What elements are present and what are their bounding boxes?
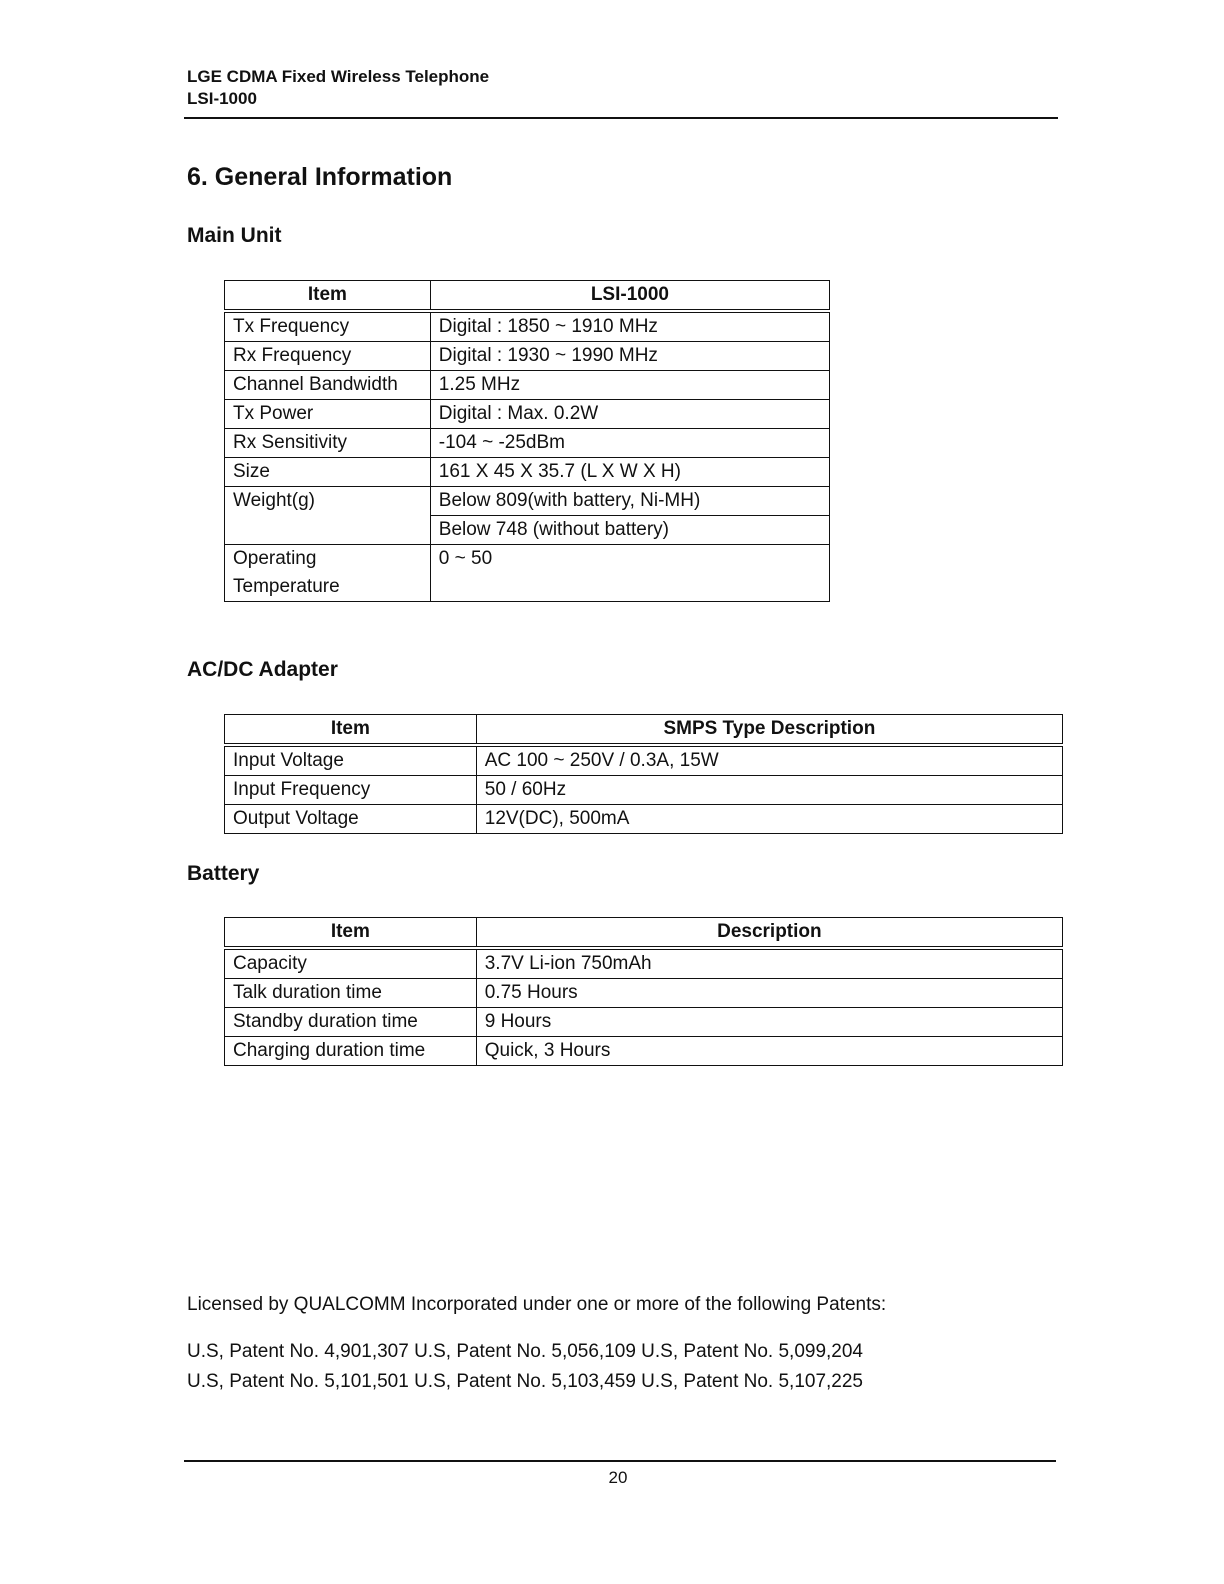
row-value: Below 748 (without battery) (430, 516, 829, 545)
column-header-description: SMPS Type Description (476, 715, 1062, 746)
column-header-model: LSI-1000 (430, 281, 829, 312)
row-item: Weight(g) (225, 487, 431, 545)
table-row (225, 458, 830, 487)
table-row (225, 805, 1063, 834)
table-row (225, 979, 1063, 1008)
row-item: Standby duration time (225, 1008, 477, 1037)
table-header-row (225, 715, 1063, 746)
table-header-row (225, 281, 830, 312)
column-header-item: Item (225, 918, 477, 949)
row-item: Rx Frequency (225, 342, 431, 371)
page-number: 20 (608, 1468, 628, 1487)
row-item-line: Temperature (233, 576, 340, 597)
table-header-row (225, 918, 1063, 949)
table-row (225, 745, 1063, 776)
header-rule (184, 117, 1058, 119)
adapter-heading: AC/DC Adapter (187, 658, 338, 681)
main-unit-heading: Main Unit (187, 224, 282, 247)
header-model: LSI-1000 (187, 89, 257, 108)
row-item: Input Voltage (225, 745, 477, 776)
row-item (225, 545, 431, 602)
table-row (225, 948, 1063, 979)
row-item: Size (225, 458, 431, 487)
table-row (225, 311, 830, 342)
table-row (225, 400, 830, 429)
document-header (187, 66, 489, 110)
row-item: Charging duration time (225, 1037, 477, 1066)
row-value: 3.7V Li-ion 750mAh (476, 948, 1062, 979)
row-value: 161 X 45 X 35.7 (L X W X H) (430, 458, 829, 487)
table-row (225, 776, 1063, 805)
table-row (225, 342, 830, 371)
table-row (225, 371, 830, 400)
row-value: Quick, 3 Hours (476, 1037, 1062, 1066)
table-row (225, 1037, 1063, 1066)
row-value: 50 / 60Hz (476, 776, 1062, 805)
adapter-table (224, 714, 1063, 834)
row-value: Digital : Max. 0.2W (430, 400, 829, 429)
row-value: 1.25 MHz (430, 371, 829, 400)
row-item: Output Voltage (225, 805, 477, 834)
row-item: Capacity (225, 948, 477, 979)
patent-list-line: U.S, Patent No. 4,901,307 U.S, Patent No. 5,056,109 U.S, Patent No. 5,099,204 (187, 1341, 863, 1362)
patent-list-line: U.S, Patent No. 5,101,501 U.S, Patent No. 5,103,459 U.S, Patent No. 5,107,225 (187, 1371, 863, 1392)
row-item: Talk duration time (225, 979, 477, 1008)
row-value: 0.75 Hours (476, 979, 1062, 1008)
table-row (225, 1008, 1063, 1037)
main-unit-table (224, 280, 830, 602)
row-value: AC 100 ~ 250V / 0.3A, 15W (476, 745, 1062, 776)
battery-table (224, 917, 1063, 1066)
column-header-item: Item (225, 281, 431, 312)
row-value: Digital : 1850 ~ 1910 MHz (430, 311, 829, 342)
table-row (225, 429, 830, 458)
column-header-description: Description (476, 918, 1062, 949)
row-value: 12V(DC), 500mA (476, 805, 1062, 834)
row-value: -104 ~ -25dBm (430, 429, 829, 458)
row-value: Digital : 1930 ~ 1990 MHz (430, 342, 829, 371)
footer-rule (184, 1460, 1056, 1462)
row-value: Below 809(with battery, Ni-MH) (430, 487, 829, 516)
row-item: Input Frequency (225, 776, 477, 805)
column-header-item: Item (225, 715, 477, 746)
row-item: Rx Sensitivity (225, 429, 431, 458)
section-title: 6. General Information (187, 163, 453, 191)
battery-heading: Battery (187, 862, 260, 885)
table-row (225, 545, 830, 602)
row-item-line: Operating (233, 548, 317, 569)
row-item: Channel Bandwidth (225, 371, 431, 400)
table-row (225, 487, 830, 516)
row-value: 9 Hours (476, 1008, 1062, 1037)
row-item: Tx Frequency (225, 311, 431, 342)
header-title: LGE CDMA Fixed Wireless Telephone (187, 67, 490, 86)
row-value: 0 ~ 50 (430, 545, 829, 602)
row-item: Tx Power (225, 400, 431, 429)
license-statement: Licensed by QUALCOMM Incorporated under one or more of the following Patents: (187, 1294, 887, 1315)
